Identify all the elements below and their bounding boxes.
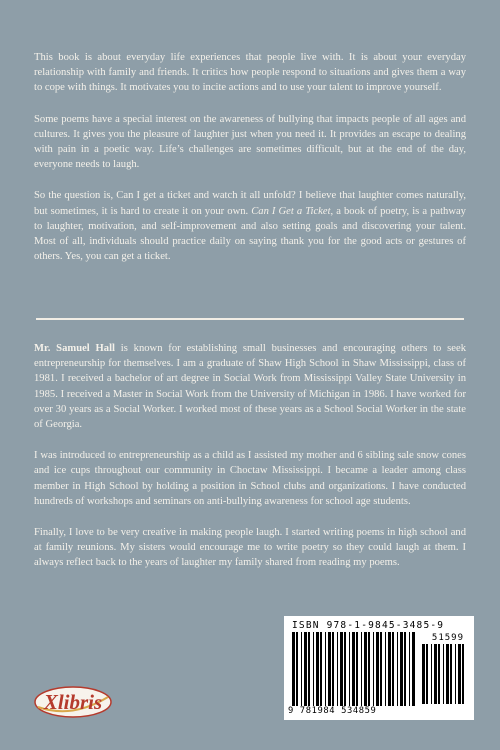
barcode-bar xyxy=(458,644,461,704)
barcode-bar xyxy=(337,632,338,706)
barcode-bar xyxy=(422,644,425,704)
barcode-bar xyxy=(376,632,379,706)
barcode-bar xyxy=(446,644,449,704)
barcode-bar xyxy=(388,632,391,706)
back-cover-blurb xyxy=(34,50,466,280)
bio-paragraph-1 xyxy=(34,341,466,432)
barcode-bar xyxy=(361,632,362,706)
author-bio xyxy=(34,341,466,587)
barcode-bar xyxy=(373,632,374,706)
barcode-bar xyxy=(364,632,367,706)
barcode-bar xyxy=(332,632,334,706)
barcode-bar xyxy=(380,632,382,706)
barcode-bar xyxy=(320,632,322,706)
barcode-bar xyxy=(404,632,406,706)
barcode-bar xyxy=(296,632,298,706)
barcode-bar xyxy=(431,644,432,704)
barcode-bar xyxy=(328,632,331,706)
barcode-bar xyxy=(352,632,355,706)
barcode-bar xyxy=(316,632,319,706)
bio-paragraph-3: Finally, I love to be very creative in making people laugh. I started writing poems in high school and at family reunions. My sisters would encourage me to write poetry so they could laugh at them. I always reflect back to the years of laughter my family shared from reading my poems. xyxy=(34,527,466,569)
blurb-paragraph-3 xyxy=(34,188,466,264)
barcode-bar xyxy=(304,632,307,706)
barcode-bar xyxy=(455,644,456,704)
price-code: 51599 xyxy=(431,633,464,643)
addon-barcode-bars xyxy=(422,644,468,704)
barcode-bar xyxy=(400,632,403,706)
barcode-bar xyxy=(385,632,386,706)
isbn-label: ISBN 978-1-9845-3485-9 xyxy=(292,620,445,631)
barcode-bar xyxy=(368,632,370,706)
section-divider xyxy=(36,318,464,320)
barcode-bar xyxy=(462,644,464,704)
barcode-bar xyxy=(356,632,358,706)
barcode-bar xyxy=(308,632,310,706)
barcode-number: 9 781984 534859 xyxy=(288,706,377,716)
blurb-paragraph-1: This book is about everyday life experiences that people live with. It is about your everyday relationship with family and friends. It critics how people respond to situations and gives them a way to cope with things. It motivates you to incite actions and to use your talent to improve yourself. xyxy=(34,52,466,94)
barcode-bar xyxy=(438,644,440,704)
author-name: Mr. Samuel Hall xyxy=(34,343,115,354)
publisher-logo xyxy=(32,683,114,721)
barcode-bar xyxy=(340,632,343,706)
barcode-bar xyxy=(443,644,444,704)
blurb-p3-intro: So the question is, Can I get a ticket and watch it all unfold? I believe that laughter comes naturally, but sometimes, it is hard to create it on your own. xyxy=(34,190,466,217)
barcode-bar xyxy=(426,644,428,704)
blurb-paragraph-2: Some poems have a special interest on the awareness of bullying that impacts people of all ages and cultures. It gives you the pleasure of laughter just when you need it. It provides an escape to dealing with pain in a poetic way. Life’s challenges are sometimes difficult, but at the end of the day, everyone needs to laugh. xyxy=(34,113,466,171)
barcode-bar xyxy=(349,632,350,706)
bio-paragraph-2: I was introduced to entrepreneurship as a child as I assisted my mother and 6 sibling sale snow cones and ice cups throughout our community in Choctaw Mississippi. I became a leader among class member in High School by holding a position in School clubs and organizations. I have conducted hundreds of workshops and seminars on anti-bullying awareness for school age students. xyxy=(34,450,466,507)
barcode-bar xyxy=(434,644,437,704)
barcode-bar xyxy=(325,632,326,706)
barcode-bar xyxy=(313,632,314,706)
barcode-bar xyxy=(409,632,410,706)
barcode-bar xyxy=(412,632,415,706)
barcode-bar xyxy=(301,632,302,706)
blurb-p3-rest: , a book of poetry, is a pathway to laughter, motivation, and self-improvement and also setting goals and discovering your talent. Most of all, individuals should practice daily on saying thank you for the good acts or gestures of others. Yes, you can get a ticket. xyxy=(34,205,466,263)
book-title: Can I Get a Ticket xyxy=(251,205,331,217)
bio-p1-rest: is known for establishing small businesses and encouraging others to seek entrepreneurship for themselves. I am a graduate of Shaw High School in Shaw Mississippi, class of 1981. I received a bachelor of art degree in Social Work from Mississippi Valley State University in 1985. I received a Master in Social Work from the University of Michigan in 1986. I have worked for over 30 years as a Social Worker. I worked most of these years as a School Social Worker in the state of Georgia. xyxy=(34,343,466,431)
barcode-bar xyxy=(344,632,346,706)
barcode-bar xyxy=(450,644,452,704)
isbn-barcode xyxy=(284,616,474,720)
logo-text: Xlibris xyxy=(43,690,103,714)
barcode-bar xyxy=(292,632,295,706)
barcode-bar xyxy=(397,632,398,706)
barcode-bars xyxy=(292,632,418,706)
barcode-bar xyxy=(392,632,394,706)
